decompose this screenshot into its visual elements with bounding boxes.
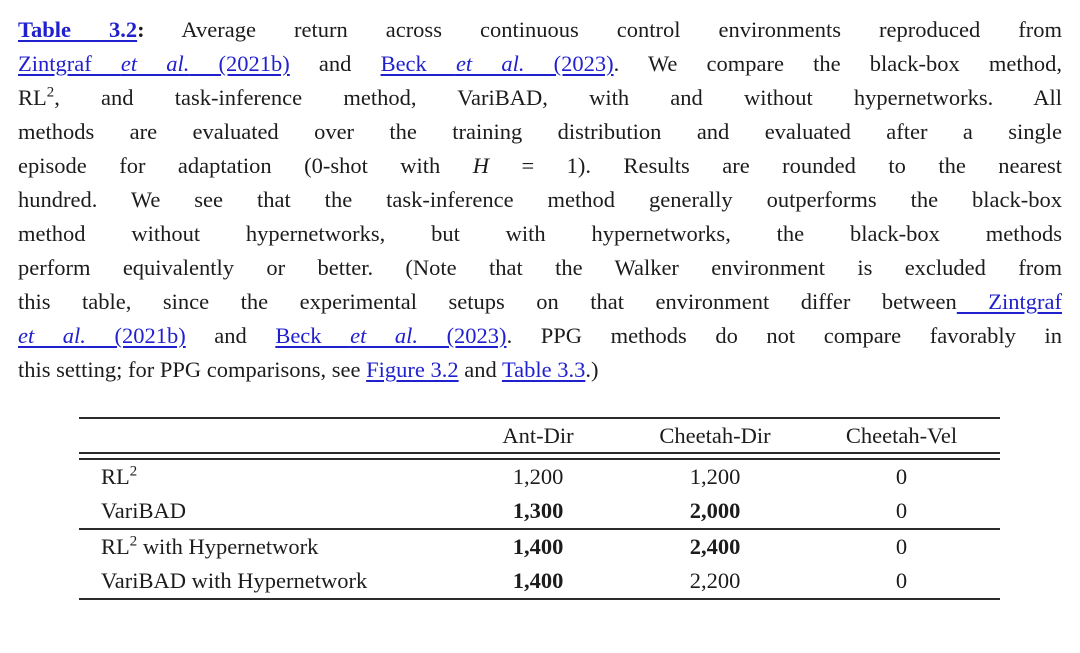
row-label-text: VariBAD (101, 498, 186, 523)
caption-text: et al. (18, 323, 86, 348)
caption-line (18, 13, 1062, 47)
caption-text: and (458, 357, 502, 382)
col-header-cheetah-vel: Cheetah-Vel (845, 423, 958, 448)
caption-line (18, 47, 1062, 81)
link-beck-2023[interactable] (381, 51, 614, 76)
caption-text: (2021b) (85, 323, 186, 348)
caption-text: method without hypernetworks, but with hypernetworks, the black-box methods (18, 221, 1062, 246)
caption-line (18, 81, 1062, 115)
link-table-3-2[interactable]: Table 3.2 (18, 17, 138, 42)
caption-superscript: 2 (46, 84, 55, 101)
value-cell: 0 (895, 464, 908, 489)
caption-text: (2021b) (189, 51, 290, 76)
caption-line (18, 285, 1062, 319)
caption-text: Zintgraf (18, 51, 121, 76)
caption-text: hundred. We see that the task-inference method generally outperforms the black-box (18, 187, 1062, 212)
caption-text: and (185, 323, 276, 348)
table-header-row (79, 419, 1000, 452)
caption-text: and (289, 51, 381, 76)
value-cell: 0 (895, 534, 908, 559)
link-figure-3-2[interactable]: Figure 3.2 (366, 357, 459, 382)
table-row (79, 530, 1000, 564)
row-label-sup: 2 (129, 533, 138, 550)
caption-line (18, 319, 1062, 353)
link-zintgraf-2021b[interactable]: Zintgraf (956, 289, 1063, 314)
value-cell: 2,000 (689, 498, 741, 523)
row-label-sup: 2 (129, 463, 138, 480)
value-cell: 0 (895, 568, 908, 593)
caption-text: perform equivalently or better. (Note that the Walker environment is excluded from (18, 255, 1062, 280)
caption-line (18, 353, 1062, 387)
col-header-ant-dir: Ant-Dir (502, 423, 574, 448)
caption-line (18, 115, 1062, 149)
link-zintgraf-2021b[interactable] (18, 323, 186, 348)
row-label (79, 530, 449, 564)
table-rule-bottom (79, 598, 1000, 600)
caption-text: (2023) (418, 323, 507, 348)
value-cell: 2,400 (689, 534, 741, 559)
caption-text: Average return across continuous control environments reproduced from (144, 17, 1062, 42)
value-cell: 2,200 (689, 568, 741, 593)
caption-text: RL (18, 85, 47, 110)
caption-text: Beck (275, 323, 351, 348)
value-cell: 1,400 (512, 534, 564, 559)
row-label-text: with Hypernetwork (137, 534, 319, 559)
link-beck-2023[interactable] (275, 323, 506, 348)
row-label-text: VariBAD with Hypernetwork (101, 568, 368, 593)
caption-text: . We compare the black-box method, (613, 51, 1062, 76)
caption-text: , and task-inference method, VariBAD, with and without hypernetworks. All (54, 85, 1062, 110)
caption-text: this table, since the experimental setups on that environment differ between (18, 289, 957, 314)
row-label-text: RL (101, 464, 130, 489)
table-row (79, 494, 1000, 528)
col-header-cheetah-dir: Cheetah-Dir (659, 423, 771, 448)
caption-line (18, 183, 1062, 217)
link-zintgraf-2021b[interactable] (18, 51, 290, 76)
value-cell: 1,200 (512, 464, 564, 489)
caption-text: (2023) (524, 51, 614, 76)
caption-text: . PPG methods do not compare favorably in (506, 323, 1062, 348)
link-table-3-3[interactable]: Table 3.3 (501, 357, 586, 382)
caption-line (18, 217, 1062, 251)
row-label (79, 564, 449, 598)
row-label-text: RL (101, 534, 130, 559)
value-cell: 0 (895, 498, 908, 523)
table-row (79, 564, 1000, 598)
value-cell: 1,200 (689, 464, 741, 489)
caption-text: et al. (120, 51, 190, 76)
caption-text: methods are evaluated over the training distribution and evaluated after a single (18, 119, 1062, 144)
caption-text: : (137, 17, 145, 42)
value-cell: 1,300 (512, 498, 564, 523)
caption-text: et al. (350, 323, 419, 348)
caption-text: episode for adaptation (0-shot with (18, 153, 473, 178)
caption-text: = 1). Results are rounded to the nearest (489, 153, 1062, 178)
table-caption (18, 13, 1062, 387)
table-rule-double (79, 452, 1000, 460)
row-label (79, 460, 449, 494)
math-variable-H: H (472, 153, 490, 178)
value-cell: 1,400 (512, 568, 564, 593)
caption-line (18, 149, 1062, 183)
table-row (79, 460, 1000, 494)
caption-text: this setting; for PPG comparisons, see (18, 357, 367, 382)
caption-text: Beck (380, 51, 456, 76)
results-table (79, 417, 1000, 600)
row-label (79, 494, 449, 528)
caption-text: .) (585, 357, 599, 382)
caption-text: et al. (455, 51, 525, 76)
caption-line (18, 251, 1062, 285)
